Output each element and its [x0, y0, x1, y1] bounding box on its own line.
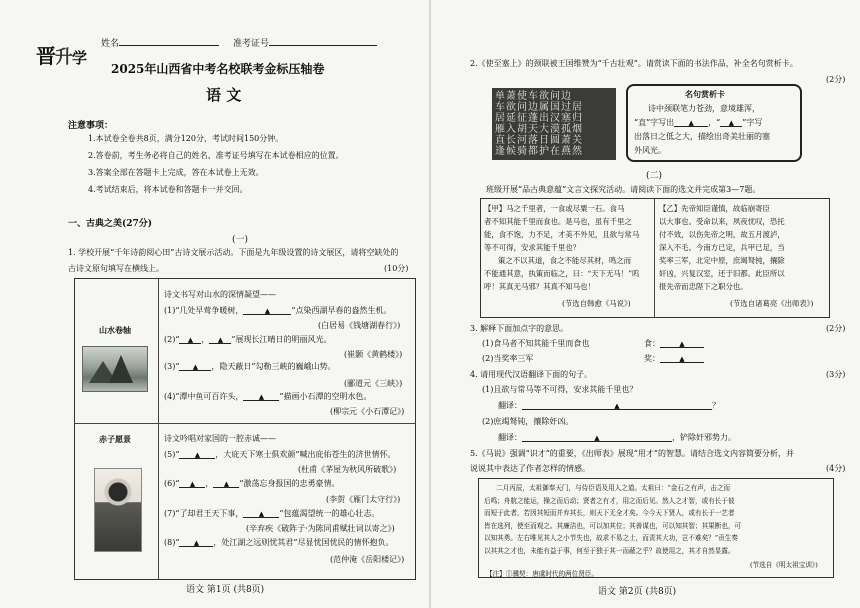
logo-char-1: 晋 — [36, 44, 55, 68]
source-1: (白居易《钱塘湖春行》) — [318, 321, 401, 330]
landscape-scroll-image — [82, 346, 148, 392]
zone-1-heading: 诗文书写对山水的深情凝望—— — [164, 290, 276, 299]
answer-blank-7[interactable]: ▲ — [243, 509, 279, 518]
passage-c-note: 【注】①骥契：唐虞时代的两位贤臣。 — [486, 570, 599, 578]
source-4: (柳宗元《小石潭记》) — [330, 407, 405, 416]
card-line-4: 外风光。 — [634, 146, 666, 155]
source-8: (范仲淹《岳阳楼记》) — [330, 555, 405, 564]
page-2-footer: 语文 第2页 (共8页) — [598, 587, 677, 597]
page-2 — [430, 0, 860, 608]
q3-blank-2[interactable]: ▲ — [660, 354, 704, 363]
passage-c: 二月丙辰，太祖御奉天门，与侍臣语及用人之道。太祖曰：“金石之有声，击之而 后鸣；舟航之能运，操之而后动；贤者之有才，用之而后见。然人之才智，或有长于彼 而短于此者，若因其短而并弃其长，则天下无全才矣。今今天下贤人，或有长于一艺者 皆在选列，使至而观之。其廉洁也，可以加其位；其善谋也，可以知其智；其果断也，可 以知其勇。左右唯见其人之小节失也，故求不易之士，而责其大功，岂不难矣？”贡生奏 以其其之才也，未能有益于事，何至于独于其一而蔽之乎？故使用之，其才自然显露。 — [484, 484, 742, 555]
notice-2: 2.答卷前，考生务必将自己的姓名、准考证号填写在本试卷相应的位置。 — [88, 151, 344, 160]
name-label: 姓名 — [101, 39, 120, 49]
fill-item-5: (5)“ ▲ ，大庇天下寒士俱欢颜”喊出庇佑苍生的济世情怀。 — [164, 450, 396, 459]
fill-item-2: (2)“ ▲ ， ▲ ”展现长江晴日的明丽风光。 — [164, 335, 332, 344]
page-1-footer: 语文 第1页 (共8页) — [186, 585, 265, 595]
q3-answer-1: 食： ▲ — [644, 338, 704, 349]
q4-item-2: (2)庶竭驽钝，攘除奸凶。 — [482, 417, 574, 426]
q3-answer-2: 奖： ▲ — [644, 353, 704, 364]
card-line-3: 出落日之低之大，描绘出奇美壮丽的塞 — [634, 132, 770, 141]
part-2-intro: 班级开展“品古典意蕴”文言文探究活动。请阅读下面的选文并完成第3—7题。 — [486, 185, 761, 194]
q4-blank-1[interactable]: ▲ — [522, 401, 712, 410]
answer-blank-2b[interactable]: ▲ — [209, 335, 231, 344]
answer-blank-2a[interactable]: ▲ — [179, 335, 201, 344]
name-field[interactable] — [101, 36, 219, 49]
q4-blank-2[interactable]: ▲ — [522, 433, 672, 442]
question-1-line-2: 古诗文原句填写在横线上。 — [68, 264, 164, 273]
exam-title: 2025年山西省中考名校联考金标压轴卷 — [111, 62, 325, 76]
answer-blank-4[interactable]: ▲ — [243, 392, 279, 401]
passage-b: 【乙】先帝知臣谨慎，故临崩寄臣 以大事也。受命以来，夙夜忧叹，恐托 付不效，以伤先帝之明，故五月渡泸， 深入不毛。今南方已定，兵甲已足，当 奖率三军，北定中原，庶竭驽钝，攘除 奸凶，兴复汉室，还于旧都。此臣所以 报先帝而忠陛下之职分也。 — [659, 204, 785, 291]
blank-marker: ▲ — [264, 307, 271, 315]
source-5: (杜甫《茅屋为秋风所破歌》) — [298, 465, 397, 474]
fill-item-8: (8)“ ▲ ，处江湖之远则忧其君”尽显忧国忧民的情怀抱负。 — [164, 538, 394, 547]
fill-item-6: (6)“ ▲ ， ▲ ”激荡忘身报国的忠勇豪情。 — [164, 479, 340, 488]
q3-blank-1[interactable]: ▲ — [660, 339, 704, 348]
notice-1: 1.本试卷全卷共8页，满分120分，考试时间150分钟。 — [88, 134, 284, 143]
notice-3: 3.答案全部在答题卡上完成，答在本试卷上无效。 — [88, 168, 264, 177]
question-3-score: (2分) — [826, 324, 846, 333]
card-blank-1[interactable]: ▲ — [674, 118, 708, 127]
answer-blank-6b[interactable]: ▲ — [213, 479, 239, 488]
fill-item-1: (1)“几处早莺争暖树， ▲ ”点染西湖早春的盎然生机。 — [164, 306, 392, 315]
source-6: (李贺《雁门太守行》) — [326, 495, 401, 504]
question-4: 4. 请用现代汉语翻译下面的句子。 — [470, 370, 593, 379]
zone-2-heading: 诗文吟唱对家国的一腔赤诚—— — [164, 434, 276, 443]
part-2-title: (二) — [646, 171, 663, 181]
q4-answer-1: 翻译： ▲ ？ — [498, 401, 720, 410]
answer-blank-1[interactable] — [243, 306, 291, 315]
card-title: 名句赏析卡 — [685, 89, 725, 99]
answer-blank-5[interactable]: ▲ — [179, 450, 215, 459]
question-1-score: (10分) — [384, 264, 409, 273]
source-7: (辛弃疾《破阵子·为陈同甫赋壮词以寄之》) — [246, 524, 395, 533]
fill-item-7: (7)“了却君王天下事， ▲ ”包蕴渴望统一的雄心壮志。 — [164, 509, 380, 518]
logo-char-3: 学 — [72, 49, 87, 67]
passage-a: 【甲】马之千里者，一食或尽粟一石。食马 者不知其能千里而食也。是马也，虽有千里之 能，食不饱，力不足，才美不外见，且欲与常马 等不可得，安求其能千里也？ 策之不以其道，食之不能尽其材，鸣之而 不能通其意，执策而临之，曰：“天下无马！”呜 呼！其真无马邪？其真不知马也！ — [484, 204, 640, 291]
q3-item-1: (1)食马者不知其能千里而食也 — [482, 339, 590, 348]
fill-item-3: (3)“ ▲ ，隐天蔽日”勾勒三峡的巍峨山势。 — [164, 362, 336, 371]
answer-blank-6a[interactable]: ▲ — [179, 479, 205, 488]
passage-a-source: (节选自韩愈《马说》) — [562, 299, 631, 308]
answer-blank-8[interactable]: ▲ — [179, 538, 213, 547]
zone-2-name: 赤子愿景 — [99, 434, 131, 444]
question-2-score: (2分) — [826, 75, 846, 84]
subject-title: 语 文 — [206, 86, 242, 104]
card-line-2: “直”字写出 ▲ ，“ ▲ ”字写 — [634, 118, 763, 127]
card-blank-2[interactable]: ▲ — [720, 118, 742, 127]
notice-4: 4.考试结束后，将本试卷和答题卡一并交回。 — [88, 185, 248, 194]
part-1-title: (一) — [232, 235, 249, 245]
answer-blank-3[interactable]: ▲ — [179, 362, 211, 371]
question-2-line-1: 2.《使至塞上》的颈联被王国维赞为“千古壮观”。请赏读下面的书法作品，补全名句赏析卡。 — [470, 59, 798, 68]
question-3: 3. 解释下面加点字的意思。 — [470, 324, 569, 333]
q3-item-2: (2)当奖率三军 — [482, 354, 534, 363]
brand-logo — [36, 40, 86, 69]
question-1-line-1: 1. 学校开展“千年诗韵阅心田”古诗文展示活动。下面是九年级设置的诗文展区，请将空缺处的 — [68, 248, 399, 257]
card-line-1: 诗中颈联笔力苍劲，意境雄浑， — [648, 104, 760, 113]
exam-number-field[interactable] — [233, 36, 377, 49]
q4-item-1: (1)且欲与常马等不可得，安求其能千里也？ — [482, 385, 638, 394]
notice-title: 注意事项： — [68, 121, 114, 131]
calligraphy-artwork: 单萧使车欲问边 车欲问边属国过居 居延征蓬出汉塞归 雁入胡天大漠孤烟 直长河落日圆萧关 逢候骑都护在燕然 — [492, 88, 616, 160]
exam-number-label: 准考证号 — [233, 39, 270, 49]
fill-item-4: (4)“潭中鱼可百许头， ▲ ”描画小石潭的空明水色。 — [164, 392, 372, 401]
q4-answer-2: 翻译： ▲ ，铲除奸邪势力。 — [498, 433, 736, 442]
source-3: (郦道元《三峡》) — [344, 379, 403, 388]
question-5-line-2: 说说其中表达了作者怎样的情感。 — [470, 464, 590, 473]
section-1-title: 一、古典之美(27分) — [68, 219, 153, 229]
logo-char-2: 升 — [55, 47, 72, 68]
passage-b-source: (节选自诸葛亮《出师表》) — [730, 299, 814, 308]
portrait-image — [94, 468, 142, 552]
question-4-score: (3分) — [826, 370, 846, 379]
source-2: (崔颢《黄鹤楼》) — [344, 350, 403, 359]
question-5-line-1: 5.《马说》强调“识才”的重要，《出师表》展现“用才”的智慧。请结合选文内容简要分析，并 — [470, 449, 794, 458]
passage-c-source: (节选自《明太祖宝训》) — [750, 561, 818, 569]
zone-1-name: 山水卷轴 — [99, 325, 131, 335]
question-5-score: (4分) — [826, 464, 846, 473]
